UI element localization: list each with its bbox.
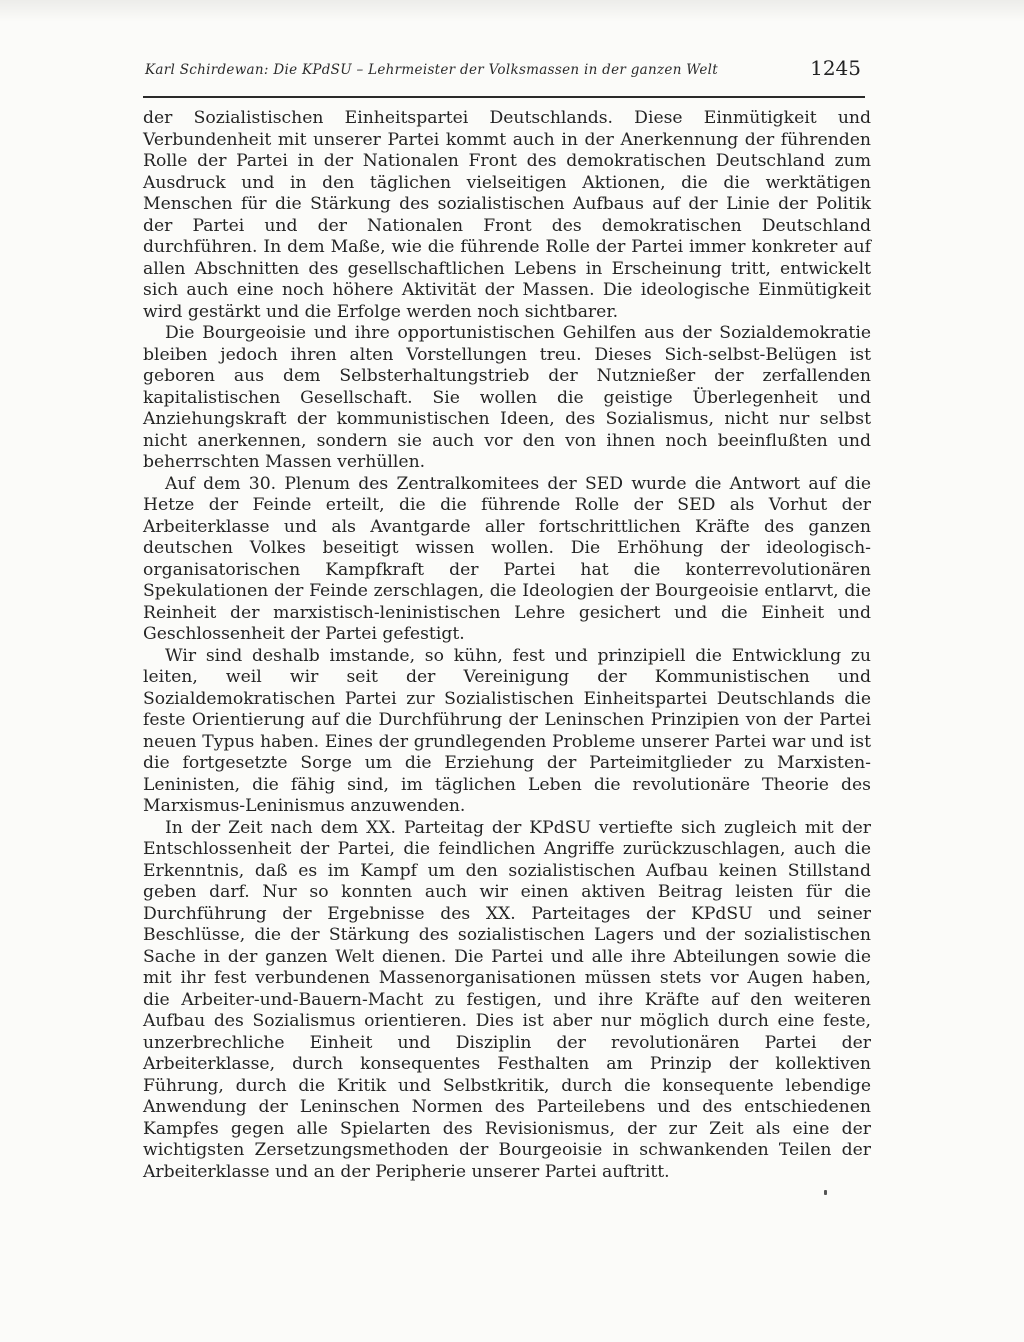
running-header	[143, 56, 865, 98]
paragraph: der Sozialistischen Einheitspartei Deutschlands. Diese Einmütigkeit und Verbundenheit mit unserer Partei kommt auch in der Anerkennung der führenden Rolle der Partei in der Nationalen Front des demokratischen Deutschland zum Ausdruck und in den täglichen vielseitigen Aktionen, die die werktätigen Menschen für die Stärkung des sozialistischen Aufbaus auf der Linie der Politik der Partei und der Nationalen Front des demokratischen Deutschland durchführen. In dem Maße, wie die führende Rolle der Partei immer konkreter auf allen Abschnitten des gesellschaftlichen Lebens in Erscheinung tritt, entwickelt sich auch eine noch höhere Aktivität der Massen. Die ideologische Einmütigkeit wird gestärkt und die Erfolge werden noch sichtbarer.	[143, 108, 871, 322]
paragraph: Auf dem 30. Plenum des Zentralkomitees der SED wurde die Antwort auf die Hetze der Feinde erteilt, die die führende Rolle der SED als Vorhut der Arbeiterklasse und als Avantgarde aller fortschrittlichen Kräfte des ganzen deutschen Volkes beseitigt wissen wollen. Die Erhöhung der ideologisch-organisatorischen Kampfkraft der Partei hat die konterrevolutionären Spekulationen der Feinde zerschlagen, die Ideologien der Bourgeoisie entlarvt, die Reinheit der marxistisch-leninistischen Lehre gesichert und die Einheit und Geschlossenheit der Partei gefestigt.	[143, 473, 871, 644]
scan-edge-shading	[0, 0, 1024, 22]
paragraph: Die Bourgeoisie und ihre opportunistischen Gehilfen aus der Sozialdemokratie bleiben jedoch ihren alten Vorstellungen treu. Dieses Sich-selbst-Belügen ist geboren aus dem Selbsterhaltungstrieb der Nutznießer der zerfallenden kapitalistischen Gesellschaft. Sie wollen die geistige Überlegenheit und Anziehungskraft der kommunistischen Ideen, des Sozialismus, nicht nur selbst nicht anerkennen, sondern sie auch vor den von ihnen noch beeinflußten und beherrschten Massen verhüllen.	[143, 323, 871, 472]
ink-speck	[824, 1190, 827, 1195]
page-number: 1245	[810, 56, 861, 80]
body-text	[143, 108, 871, 1183]
paragraph: In der Zeit nach dem XX. Parteitag der KPdSU vertiefte sich zugleich mit der Entschlossenheit der Partei, die feindlichen Angriffe zurückzuschlagen, auch die Erkenntnis, daß es im Kampf um den sozialistischen Aufbau keinen Stillstand geben darf. Nur so konnten auch wir einen aktiven Beitrag leisten für die Durchführung der Ergebnisse des XX. Parteitages der KPdSU und seiner Beschlüsse, die der Stärkung des sozialistischen Lagers und der sozialistischen Sache in der ganzen Welt dienen. Die Partei und alle ihre Abteilungen sowie die mit ihr fest verbundenen Massenorganisationen müssen stets vor Augen haben, die Arbeiter-und-Bauern-Macht zu festigen, und ihre Kräfte auf den weiteren Aufbau des Sozialismus orientieren. Dies ist aber nur möglich durch eine feste, unzerbrechliche Einheit und Disziplin der revolutionären Partei der Arbeiterklasse, durch konsequentes Festhalten am Prinzip der kollektiven Führung, durch die Kritik und Selbstkritik, durch die konsequente lebendige Anwendung der Leninschen Normen des Parteilebens und des entschiedenen Kampfes gegen alle Spielarten des Revisionismus, der zur Zeit als eine der wichtigsten Zersetzungsmethoden der Bourgeoisie in schwankenden Teilen der Arbeiterklasse und an der Peripherie unserer Partei auftritt.	[143, 817, 871, 1182]
running-title: Karl Schirdewan: Die KPdSU – Lehrmeister der Volksmassen in der ganzen Welt	[145, 62, 719, 78]
paragraph: Wir sind deshalb imstande, so kühn, fest und prinzipiell die Entwicklung zu leiten, weil wir seit der Vereinigung der Kommunistischen und Sozialdemokratischen Partei zur Sozialistischen Einheitspartei Deutschlands die feste Orientierung auf die Durchführung der Leninschen Prinzipien von der Partei neuen Typus haben. Eines der grundlegenden Probleme unserer Partei war und ist die fortgesetzte Sorge um die Erziehung der Parteimitglieder zu Marxisten-Leninisten, die fähig sind, im täglichen Leben die revolutionäre Theorie des Marxismus-Leninismus anzuwenden.	[143, 645, 871, 816]
